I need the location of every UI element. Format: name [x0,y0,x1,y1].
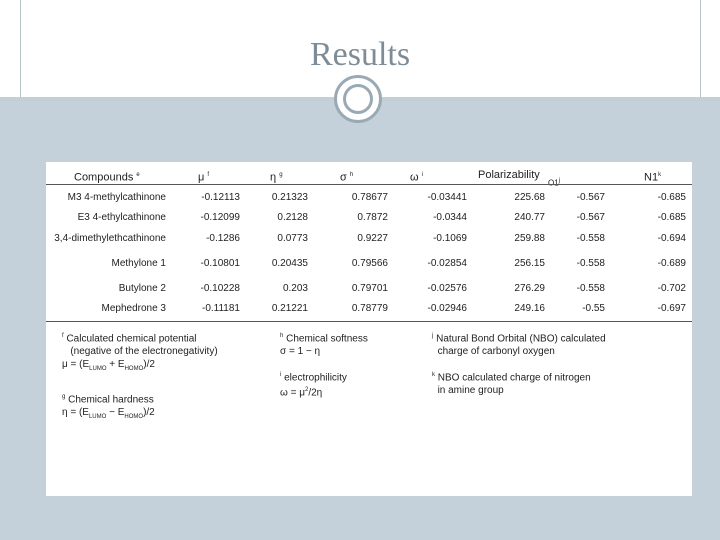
header-compounds: Compounds $^e$ [74,171,140,184]
cell-compound: 3,4-dimethylethcathinone [54,233,166,244]
cell-sigma: 0.7872 [357,212,388,223]
cell-polarizability: 276.29 [514,283,545,294]
header-polarizability: Polarizability [478,169,540,181]
cell-mu: -0.10801 [200,258,240,269]
cell-mu: -0.12099 [200,212,240,223]
cell-eta: 0.0773 [277,233,308,244]
cell-compound: Methylone 1 [111,258,166,269]
cell-omega: -0.02946 [427,303,467,314]
cell-mu: -0.1286 [206,233,240,244]
footnote-j: $^j$ Natural Bond Orbital (NBO) calculated charge of carbonyl oxygen [432,333,606,358]
cell-compound: Mephedrone 3 [101,303,166,314]
cell-eta: 0.20435 [271,258,308,269]
cell-polarizability: 256.15 [514,258,545,269]
cell-sigma: 0.9227 [357,233,388,244]
cell-o1: -0.55 [582,303,605,314]
cell-o1: -0.558 [576,258,605,269]
cell-o1: -0.558 [576,233,605,244]
header-omega: ω $^i$ [410,171,423,184]
footnote-k: $^k$ NBO calculated charge of nitrogen in amine group [432,372,591,397]
cell-omega: -0.03441 [427,192,467,203]
bottom-rule [46,321,692,322]
footnote-h: $^h$ Chemical softness σ = 1 − η [280,333,368,358]
cell-polarizability: 225.68 [514,192,545,203]
cell-polarizability: 249.16 [514,303,545,314]
cell-compound: M3 4-methylcathinone [67,192,166,203]
header-mu: μ $^f$ [198,171,210,184]
cell-n1: -0.702 [657,283,686,294]
cell-polarizability: 240.77 [514,212,545,223]
cell-n1: -0.685 [657,192,686,203]
footnote-i: $^i$ electrophilicity $\omega = \mu^2/2\eta$ [280,372,347,399]
cell-sigma: 0.78677 [351,192,388,203]
cell-mu: -0.10228 [200,283,240,294]
cell-n1: -0.689 [657,258,686,269]
header-o1: j [558,178,561,184]
cell-omega: -0.02576 [427,283,467,294]
cell-sigma: 0.78779 [351,303,388,314]
cell-n1: -0.697 [657,303,686,314]
cell-polarizability: 259.88 [514,233,545,244]
footnote-g: $^g$ Chemical hardness $\eta = (E_{LUMO} - E_{HOMO})/2$ [62,394,155,421]
cell-eta: 0.21221 [271,303,308,314]
cell-n1: -0.694 [657,233,686,244]
cell-o1: -0.558 [576,283,605,294]
cell-omega: -0.02854 [427,258,467,269]
cell-compound: Butylone 2 [118,283,166,294]
cell-n1: -0.685 [657,212,686,223]
cell-compound: E3 4-ethylcathinone [77,212,166,223]
cell-omega: -0.1069 [433,233,467,244]
decorative-ring-icon [334,75,382,123]
header-sigma: σ $^h$ [340,171,354,184]
header-rule [46,184,692,185]
header-eta: η $^g$ [270,171,283,184]
cell-o1: -0.567 [576,192,605,203]
cell-sigma: 0.79566 [351,258,388,269]
cell-eta: 0.203 [282,283,308,294]
cell-sigma: 0.79701 [351,283,388,294]
cell-omega: -0.0344 [433,212,467,223]
header-n1: N1$^k$ [644,171,662,184]
slide-title: Results [309,36,411,73]
footnote-f: $^f$ Calculated chemical potential (negative of the electronegativity) $\mu = (E_{LUMO} + E_{HOMO})/2$ [62,333,218,373]
cell-eta: 0.21323 [271,192,308,203]
cell-o1: -0.567 [576,212,605,223]
cell-eta: 0.2128 [277,212,308,223]
cell-mu: -0.11181 [202,303,240,314]
cell-mu: -0.12113 [201,192,240,203]
